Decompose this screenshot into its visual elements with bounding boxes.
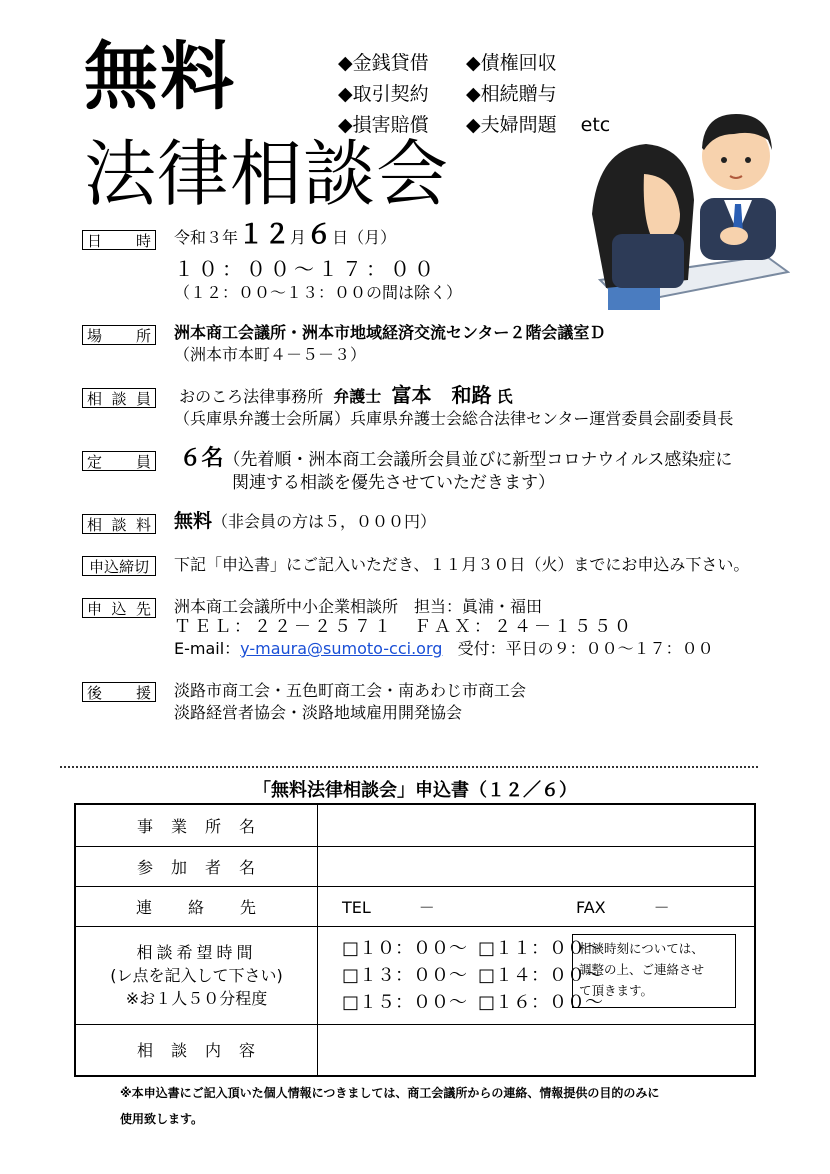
- content-field[interactable]: [318, 1024, 756, 1076]
- topic-etc: etc: [580, 114, 611, 136]
- capacity-line: ６名（先着順・洲本商工会議所会員並びに新型コロナウイルス感染症に: [179, 446, 733, 471]
- email-link[interactable]: y-maura@sumoto-cci.org: [240, 639, 443, 658]
- contact-label: 連絡先: [75, 886, 318, 926]
- place-name: 洲本商工会議所・洲本市地域経済交流センター２階会議室Ｄ: [174, 323, 606, 342]
- label-place: 場 所: [82, 325, 156, 345]
- company-field[interactable]: [318, 804, 756, 846]
- slot-checkbox[interactable]: □１６：００～: [478, 991, 604, 1013]
- topic-item: ◆夫婦問題: [466, 114, 557, 136]
- participant-field[interactable]: [318, 846, 756, 886]
- cut-line: [60, 766, 758, 768]
- consultation-illustration: [584, 104, 790, 312]
- topic-list: [338, 48, 610, 141]
- content-label: 相談内容: [75, 1024, 318, 1076]
- date-time: １０：００～１７：００: [174, 257, 438, 281]
- label-date: 日 時: [82, 230, 156, 250]
- capacity-line2: 関連する相談を優先させていただきます）: [232, 473, 555, 493]
- slot-checkbox[interactable]: □１４：００～: [478, 964, 604, 986]
- time-label-cell: 相談希望時間 (レ点を記入して下さい) ※お１人５０分程度: [75, 926, 318, 1024]
- fax-field[interactable]: FAX －: [576, 897, 670, 917]
- free-heading: 無料: [84, 34, 236, 120]
- topic-item: ◆債権回収: [466, 52, 557, 74]
- contact-phone: ＴＥＬ：２２－２５７１ ＦＡＸ：２４－１５５０: [174, 617, 634, 637]
- support-line2: 淡路経営者協会・淡路地域雇用開発協会: [174, 703, 463, 722]
- label-capacity: 定 員: [82, 451, 156, 471]
- slot-checkbox[interactable]: □１１：００～: [478, 937, 604, 959]
- advisor-affiliation: （兵庫県弁護士会所属）兵庫県弁護士会総合法律センター運営委員会副委員長: [174, 409, 734, 428]
- slot-checkbox[interactable]: □１５：００～: [342, 991, 468, 1013]
- label-fee: 相 談 料: [82, 514, 156, 534]
- topic-item: ◆相続贈与: [466, 83, 557, 105]
- form-title: 「無料法律相談会」申込書（１２／６）: [253, 780, 577, 801]
- topic-item: ◆取引契約: [338, 83, 429, 105]
- fee-line: 無料（非会員の方は５，０００円）: [174, 510, 437, 532]
- contact-email-line: E-mail：y-maura@sumoto-cci.org 受付：平日の９：００～１７：００: [174, 639, 714, 658]
- topic-item: ◆金銭貸借: [338, 52, 429, 74]
- advisor-line: おのころ法律事務所 弁護士 富本 和路 氏: [179, 383, 513, 407]
- company-label: 事業所名: [75, 804, 318, 846]
- contact-line1: 洲本商工会議所中小企業相談所 担当：眞浦・福田: [174, 597, 543, 616]
- label-contact: 申 込 先: [82, 598, 156, 618]
- tel-field[interactable]: TEL －: [342, 897, 435, 917]
- date-line: 令和３年１２月６日（月）: [174, 220, 397, 250]
- label-deadline: 申込締切: [82, 556, 156, 576]
- privacy-footnote: ※本申込書にご記入頂いた個人情報につきましては、商工会議所からの連絡、情報提供の目的のみに 使用致します。: [120, 1086, 660, 1126]
- support-line1: 淡路市商工会・五色町商工会・南あわじ市商工会: [174, 681, 527, 700]
- contact-field[interactable]: [318, 886, 756, 926]
- label-support: 後 援: [82, 682, 156, 702]
- page-title: 法律相談会: [84, 132, 450, 216]
- place-address: （洲本市本町４－５－３）: [174, 345, 367, 364]
- participant-label: 参加者名: [75, 846, 318, 886]
- slot-checkbox[interactable]: □１０：００～: [342, 937, 468, 959]
- topic-item: ◆損害賠償: [338, 114, 429, 136]
- deadline-text: 下記「申込書」にご記入いただき、１１月３０日（火）までにお申込み下さい。: [174, 555, 750, 574]
- label-advisor: 相 談 員: [82, 388, 156, 408]
- date-excluding: （１２：００～１３：００の間は除く）: [174, 283, 463, 302]
- time-note: 相談時刻については、 調整の上、ご連絡させ て頂きます。: [572, 934, 736, 1008]
- slot-checkbox[interactable]: □１３：００～: [342, 964, 468, 986]
